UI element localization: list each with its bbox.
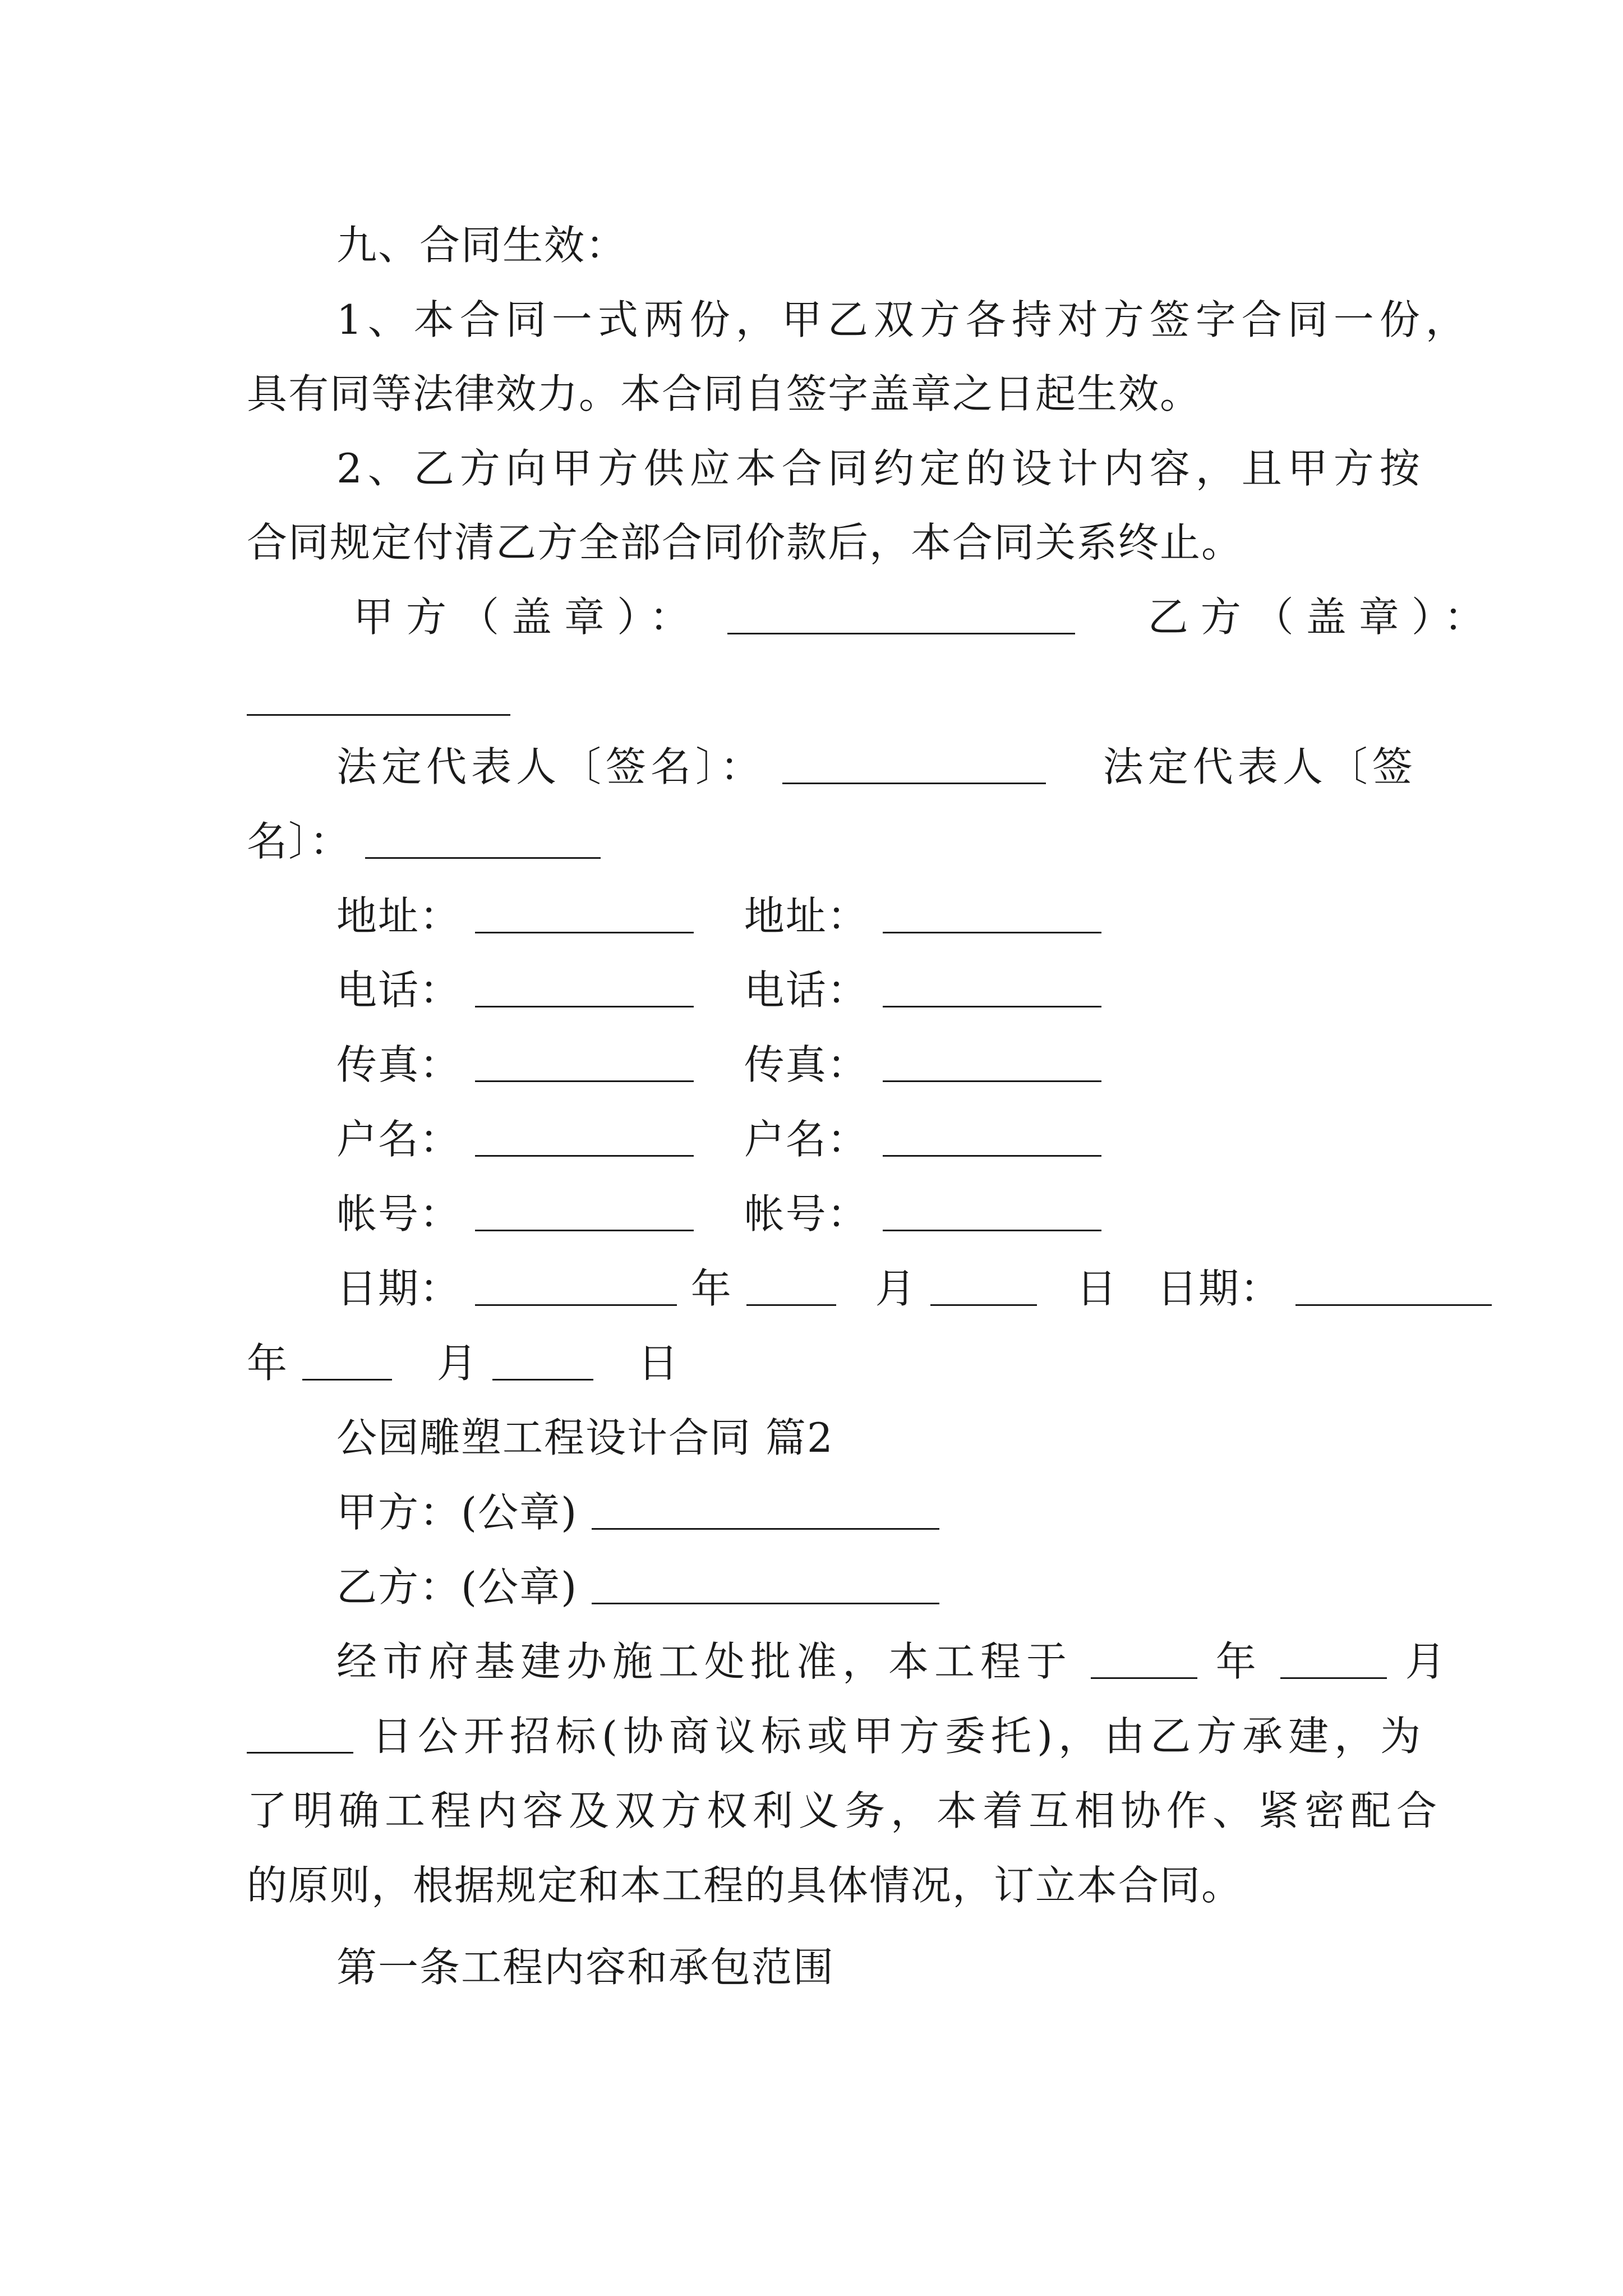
rep-b-label-cont: 名〕： xyxy=(247,818,352,865)
date-b-day-blank xyxy=(492,1338,593,1381)
contract-2-party-b-blank xyxy=(592,1562,939,1604)
contract-2-intro-line-2 xyxy=(247,1705,1426,1767)
date-b-year-blank xyxy=(1295,1264,1492,1306)
party-b-seal-blank xyxy=(247,686,510,716)
phone-b-label: 电话： xyxy=(744,967,869,1014)
contract-2-intro-text: 经市府基建办施工处批准，本工程于 xyxy=(336,1638,1073,1685)
date-b-month-blank xyxy=(302,1338,392,1381)
account-name-b-blank xyxy=(883,1115,1101,1157)
contract-2-party-b-label: 乙方：(公章) xyxy=(336,1563,578,1611)
address-b-label: 地址： xyxy=(744,892,869,940)
fax-a-blank xyxy=(475,1040,694,1082)
contract-2-month-blank xyxy=(1280,1637,1387,1679)
contract-2-year-blank xyxy=(1091,1637,1197,1679)
date-a-month-blank xyxy=(746,1264,836,1306)
date-a-year-label: 年 xyxy=(690,1265,732,1312)
contract-2-party-a-label: 甲方：(公章) xyxy=(336,1489,578,1536)
fax-b-label: 传真： xyxy=(744,1041,869,1088)
article-1-heading-text: 第一条工程内容和承包范围 xyxy=(336,1944,835,1991)
rep-a-blank xyxy=(782,742,1046,784)
date-a-label: 日期： xyxy=(336,1265,462,1312)
date-row xyxy=(336,1258,1492,1319)
phone-a-blank xyxy=(475,965,694,1007)
account-number-row xyxy=(336,1183,1101,1245)
account-number-b-blank xyxy=(883,1189,1101,1231)
rep-line-cont xyxy=(247,811,601,872)
article-1-heading xyxy=(336,1936,834,1998)
clause-2-line-1 xyxy=(336,438,1426,499)
contract-2-year-label: 年 xyxy=(1215,1638,1262,1685)
clause-1-text-cont: 具有同等法律效力。本合同自签字盖章之日起生效。 xyxy=(247,370,1202,417)
account-name-a-blank xyxy=(475,1115,694,1157)
date-a-month-label: 月 xyxy=(875,1265,917,1312)
date-row-cont xyxy=(247,1332,679,1394)
clause-2-text: 2、乙方向甲方供应本合同约定的设计内容，且甲方按 xyxy=(336,445,1426,492)
clause-2-line-2 xyxy=(247,512,1243,573)
contract-2-party-a xyxy=(336,1481,939,1543)
account-name-b-label: 户名： xyxy=(744,1116,869,1163)
rep-b-blank xyxy=(365,817,601,859)
contract-2-intro-line-4 xyxy=(247,1855,1243,1916)
contract-2-title xyxy=(336,1407,834,1469)
account-number-a-label: 帐号： xyxy=(336,1190,462,1237)
address-a-label: 地址： xyxy=(336,892,462,940)
contract-2-intro-text-4: 的原则，根据规定和本工程的具体情况，订立本合同。 xyxy=(247,1862,1243,1909)
contract-2-intro-text-3: 了明确工程内容及双方权利义务，本着互相协作、紧密配合 xyxy=(247,1787,1443,1834)
fax-b-blank xyxy=(883,1040,1101,1082)
date-b-label: 日期： xyxy=(1156,1265,1281,1312)
date-b-month-label: 月 xyxy=(436,1340,478,1387)
rep-b-label: 法定代表人〔签 xyxy=(1103,743,1417,790)
account-name-row xyxy=(336,1108,1101,1170)
phone-b-blank xyxy=(883,965,1101,1007)
date-b-year-label: 年 xyxy=(247,1340,289,1387)
party-b-seal-blank-line xyxy=(247,668,510,729)
phone-row xyxy=(336,959,1101,1021)
contract-2-title-text: 公园雕塑工程设计合同 篇2 xyxy=(336,1414,834,1461)
contract-2-party-b xyxy=(336,1556,939,1618)
section-heading xyxy=(336,214,627,276)
date-b-day-label: 日 xyxy=(638,1340,680,1387)
party-a-seal-blank xyxy=(727,592,1075,634)
party-a-seal-label: 甲方（盖章）： xyxy=(353,593,703,641)
clause-1-text: 1、本合同一式两份，甲乙双方各持对方签字合同一份， xyxy=(336,296,1472,343)
fax-row xyxy=(336,1034,1101,1096)
clause-1-line-1 xyxy=(336,289,1472,351)
rep-a-label: 法定代表人〔签名〕： xyxy=(336,743,766,790)
contract-2-intro-line-1 xyxy=(336,1631,1451,1692)
contract-2-month-label: 月 xyxy=(1405,1638,1451,1685)
seal-line xyxy=(353,586,1497,648)
address-row xyxy=(336,885,1101,947)
date-a-day-label: 日 xyxy=(1076,1265,1118,1312)
contract-2-intro-text-2: 日公开招标(协商议标或甲方委托)，由乙方承建，为 xyxy=(371,1713,1427,1760)
account-name-a-label: 户名： xyxy=(336,1116,462,1163)
address-a-blank xyxy=(475,891,694,933)
section-heading-text: 九、合同生效： xyxy=(336,222,628,269)
fax-a-label: 传真： xyxy=(336,1041,462,1088)
phone-a-label: 电话： xyxy=(336,967,462,1014)
date-a-day-blank xyxy=(930,1264,1037,1306)
clause-1-line-2 xyxy=(247,363,1201,425)
party-b-seal-label: 乙方（盖章）： xyxy=(1147,593,1497,641)
contract-2-day-blank xyxy=(247,1711,353,1754)
clause-2-text-cont: 合同规定付清乙方全部合同价款后，本合同关系终止。 xyxy=(247,519,1243,566)
account-number-a-blank xyxy=(475,1189,694,1231)
date-a-year-blank xyxy=(475,1264,677,1306)
contract-2-intro-line-3 xyxy=(247,1780,1442,1842)
account-number-b-label: 帐号： xyxy=(744,1190,869,1237)
contract-2-party-a-blank xyxy=(592,1488,939,1530)
address-b-blank xyxy=(883,891,1101,933)
rep-line xyxy=(336,736,1417,798)
